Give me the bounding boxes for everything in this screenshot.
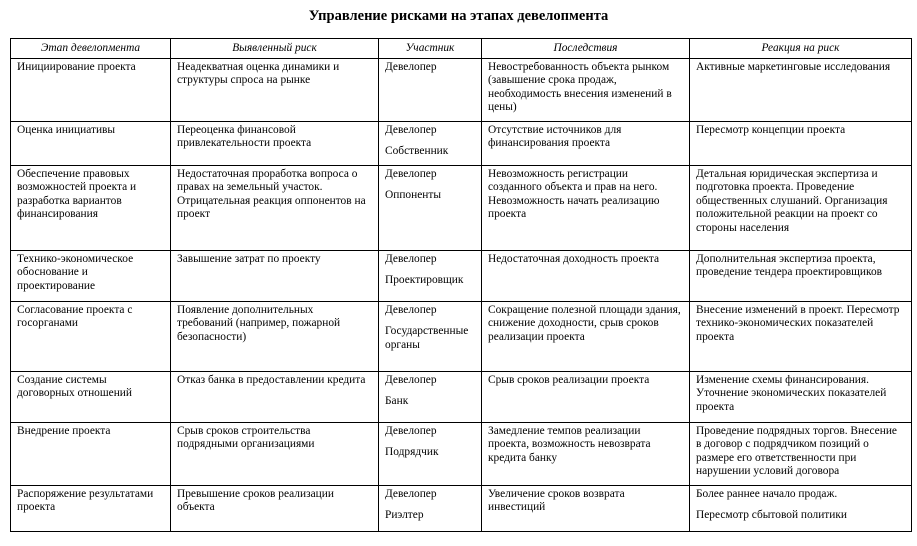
consequences-cell: Сокращение полезной площади здания, снижение доходности, срыв сроков реализации проекта [482, 302, 690, 372]
reaction-cell: Внесение изменений в проект. Пересмотр технико-экономических показателей проекта [690, 302, 912, 372]
stage-cell: Создание системы договорных отношений [11, 372, 171, 423]
participant-cell [379, 122, 482, 166]
participant-cell [379, 372, 482, 423]
reaction-cell: Изменение схемы финансирования. Уточнение экономических показателей проекта [690, 372, 912, 423]
participant-label: Государственные органы [385, 325, 469, 351]
reaction-cell: Активные маркетинговые исследования [690, 59, 912, 122]
risk-cell: Переоценка финансовой привлекательности проекта [171, 122, 379, 166]
column-header-risk: Выявленный риск [171, 39, 379, 59]
stage-cell: Оценка инициативы [11, 122, 171, 166]
participant-label: Девелопер [385, 304, 437, 316]
participant-label: Девелопер [385, 253, 437, 265]
participant-cell [379, 423, 482, 486]
participant-label: Оппоненты [385, 189, 441, 202]
consequences-cell: Увеличение сроков возврата инвестиций [482, 486, 690, 532]
column-header-participant: Участник [379, 39, 482, 59]
table-row [11, 166, 912, 251]
risk-cell: Отказ банка в предоставлении кредита [171, 372, 379, 423]
risk-management-table [10, 38, 912, 532]
consequences-cell: Отсутствие источников для финансирования проекта [482, 122, 690, 166]
participant-cell [379, 166, 482, 251]
table-row [11, 251, 912, 302]
reaction-line: Пересмотр сбытовой политики [696, 509, 848, 522]
document-title: Управление рисками на этапах девелопмента [308, 8, 609, 24]
consequences-cell: Замедление темпов реализации проекта, возможность невозврата кредита банку [482, 423, 690, 486]
consequences-cell: Срыв сроков реализации проекта [482, 372, 690, 423]
participant-cell [379, 59, 482, 122]
consequences-cell: Недостаточная доходность проекта [482, 251, 690, 302]
participant-cell [379, 486, 482, 532]
risk-cell: Недостаточная проработка вопроса о правах на земельный участок. Отрицательная реакция оппонентов на проект [171, 166, 379, 251]
table-row [11, 486, 912, 532]
reaction-cell: Дополнительная экспертиза проекта, проведение тендера проектировщиков [690, 251, 912, 302]
consequences-cell: Невостребованность объекта рынком (завышение срока продаж, необходимость внесения изменений в цены) [482, 59, 690, 122]
risk-cell: Превышение сроков реализации объекта [171, 486, 379, 532]
participant-label: Девелопер [385, 425, 437, 437]
participant-cell [379, 302, 482, 372]
table-row [11, 59, 912, 122]
participant-label: Проектировщик [385, 274, 464, 287]
reaction-cell [690, 486, 912, 532]
stage-cell: Технико-экономическое обоснование и проектирование [11, 251, 171, 302]
participant-label: Девелопер [385, 488, 437, 500]
reaction-cell: Детальная юридическая экспертиза и подготовка проекта. Проведение общественных слушаний. Организация положительной реакции на проект со стороны населения [690, 166, 912, 251]
participant-label: Собственник [385, 145, 449, 158]
column-header-stage: Этап девелопмента [11, 39, 171, 59]
risk-cell: Срыв сроков строительства подрядными организациями [171, 423, 379, 486]
stage-cell: Согласование проекта с госорганами [11, 302, 171, 372]
column-header-reaction: Реакция на риск [690, 39, 912, 59]
column-header-consequences: Последствия [482, 39, 690, 59]
participant-label: Девелопер [385, 124, 437, 136]
table-row [11, 372, 912, 423]
participant-label: Девелопер [385, 61, 437, 73]
reaction-cell: Проведение подрядных торгов. Внесение в договор с подрядчиком позиций о размере его ответственности при нарушении условий договора [690, 423, 912, 486]
participant-label: Девелопер [385, 374, 437, 386]
table-header-row [11, 39, 912, 59]
risk-cell: Неадекватная оценка динамики и структуры спроса на рынке [171, 59, 379, 122]
risk-cell: Появление дополнительных требований (например, пожарной безопасности) [171, 302, 379, 372]
stage-cell: Распоряжение результатами проекта [11, 486, 171, 532]
participant-cell [379, 251, 482, 302]
table-row [11, 122, 912, 166]
table-row [11, 423, 912, 486]
reaction-cell: Пересмотр концепции проекта [690, 122, 912, 166]
participant-label: Риэлтер [385, 509, 424, 522]
reaction-line: Более раннее начало продаж. [696, 488, 838, 500]
risk-cell: Завышение затрат по проекту [171, 251, 379, 302]
consequences-cell: Невозможность регистрации созданного объекта и прав на него. Невозможность начать реализацию проекта [482, 166, 690, 251]
stage-cell: Обеспечение правовых возможностей проекта и разработка вариантов финансирования [11, 166, 171, 251]
participant-label: Банк [385, 395, 409, 408]
stage-cell: Внедрение проекта [11, 423, 171, 486]
participant-label: Девелопер [385, 168, 437, 180]
stage-cell: Инициирование проекта [11, 59, 171, 122]
participant-label: Подрядчик [385, 446, 439, 459]
table-row [11, 302, 912, 372]
